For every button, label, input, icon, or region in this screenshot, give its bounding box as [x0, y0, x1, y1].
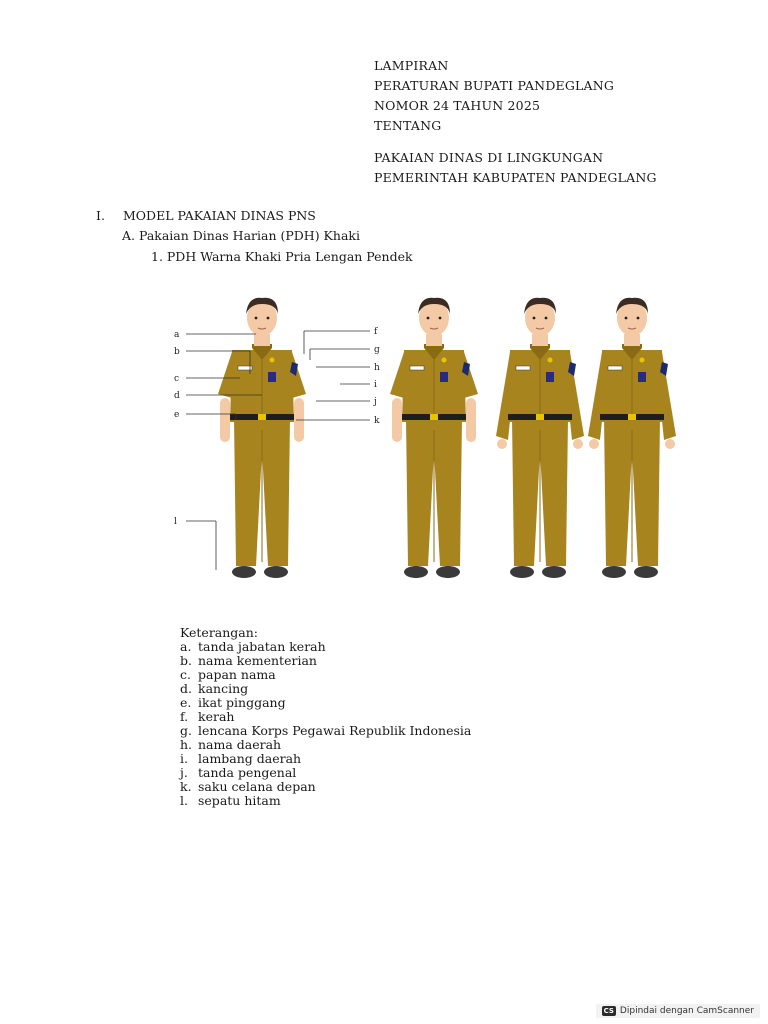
section-title: MODEL PAKAIAN DINAS PNS: [123, 208, 316, 223]
legend-title: Keterangan:: [180, 625, 259, 640]
figure-long-sleeve: [496, 298, 584, 578]
header-subject-1: PAKAIAN DINAS DI LINGKUNGAN: [374, 150, 604, 165]
subsubsection-heading: 1. PDH Warna Khaki Pria Lengan Pendek: [151, 249, 413, 264]
legend-item: j. tanda pengenal: [180, 765, 297, 780]
callout-i: i: [374, 380, 377, 390]
figure-alt-short-sleeve: [390, 298, 478, 578]
callout-b: b: [174, 347, 180, 357]
legend-item: g. lencana Korps Pegawai Republik Indonesia: [180, 723, 472, 738]
uniform-illustration: [160, 290, 700, 590]
legend-item: e. ikat pinggang: [180, 695, 286, 710]
legend-item: b. nama kementerian: [180, 653, 317, 668]
header-lampiran: LAMPIRAN: [374, 58, 449, 73]
callout-d: d: [174, 391, 180, 401]
header-number: NOMOR 24 TAHUN 2025: [374, 98, 541, 113]
callout-l: l: [174, 517, 177, 527]
header-about: TENTANG: [374, 118, 442, 133]
figure-front-short-sleeve: [218, 298, 306, 578]
subsection-heading: A. Pakaian Dinas Harian (PDH) Khaki: [122, 228, 360, 243]
callout-g: g: [374, 345, 380, 355]
document-header: [374, 56, 657, 188]
legend-item: l. sepatu hitam: [180, 793, 281, 808]
legend-item: h. nama daerah: [180, 737, 282, 752]
header-regulation: PERATURAN BUPATI PANDEGLANG: [374, 78, 615, 93]
legend-item: k. saku celana depan: [180, 779, 316, 794]
legend-item: f. kerah: [180, 709, 235, 724]
callout-k: k: [374, 416, 380, 426]
callout-e: e: [174, 410, 180, 420]
callout-f: f: [374, 327, 378, 337]
callout-c: c: [174, 374, 180, 384]
scanner-watermark: [596, 1004, 760, 1018]
legend-item: d. kancing: [180, 681, 249, 696]
section-number: I.: [96, 208, 105, 223]
camscanner-icon: CS: [603, 1007, 614, 1015]
callout-h: h: [374, 363, 380, 373]
header-subject-2: PEMERINTAH KABUPATEN PANDEGLANG: [374, 170, 657, 185]
figure-long-sleeve-belt: [588, 298, 676, 578]
callout-a: a: [174, 330, 180, 340]
legend-item: i. lambang daerah: [180, 751, 302, 766]
scanner-text: Dipindai dengan CamScanner: [619, 1006, 754, 1016]
callout-j: j: [374, 397, 377, 407]
legend-item: c. papan nama: [180, 667, 276, 682]
legend-item: a. tanda jabatan kerah: [180, 639, 326, 654]
section-heading: [96, 208, 316, 223]
legend: [180, 626, 471, 808]
